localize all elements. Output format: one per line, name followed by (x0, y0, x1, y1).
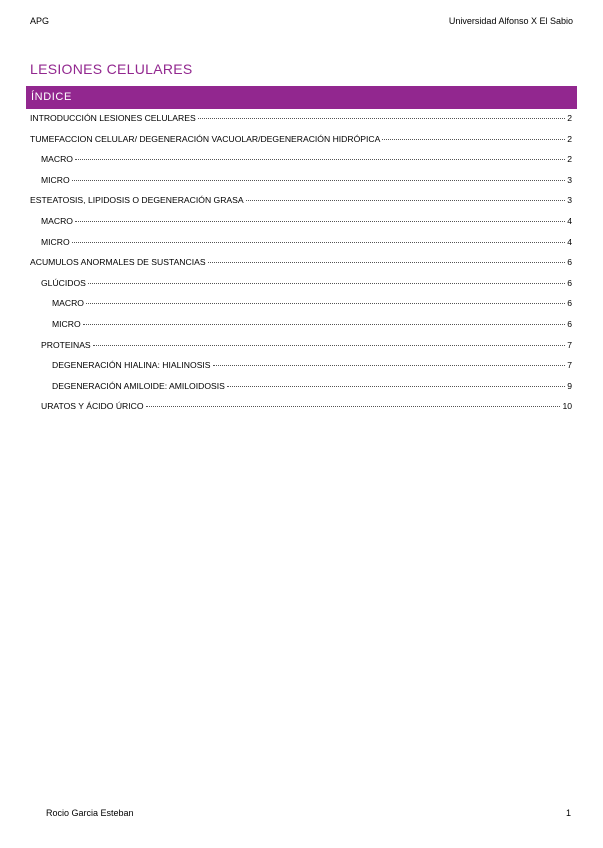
toc-leader (88, 283, 565, 284)
toc-entry-label: TUMEFACCION CELULAR/ DEGENERACIÓN VACUOLAR/DEGENERACIÓN HIDRÓPICA (30, 133, 381, 144)
toc-leader (75, 221, 565, 222)
footer-author: Rocio Garcia Esteban (46, 808, 134, 818)
toc-entry-page: 6 (567, 318, 572, 329)
header-right-text: Universidad Alfonso X El Sabio (448, 16, 573, 26)
toc-entry-page: 7 (567, 360, 572, 371)
toc-leader (146, 406, 561, 407)
toc-entry[interactable] (30, 237, 572, 258)
toc-entry[interactable] (30, 401, 572, 422)
header-left-text: APG (30, 16, 50, 26)
toc-entry-label: ESTEATOSIS, LIPIDOSIS O DEGENERACIÓN GRASA (30, 195, 244, 206)
toc-entry-page: 3 (567, 174, 572, 185)
toc-leader (208, 262, 566, 263)
toc-entry-label: MICRO (41, 174, 70, 185)
toc-entry-label: ACUMULOS ANORMALES DE SUSTANCIAS (30, 257, 206, 268)
toc-entry[interactable] (30, 381, 572, 402)
toc-leader (93, 345, 566, 346)
toc-entry-page: 9 (567, 380, 572, 391)
toc-entry[interactable] (30, 278, 572, 299)
toc-entry-page: 2 (567, 154, 572, 165)
index-heading: ÍNDICE (26, 86, 577, 109)
toc-entry[interactable] (30, 154, 572, 175)
toc-entry[interactable] (30, 340, 572, 361)
table-of-contents (30, 113, 572, 422)
toc-entry-page: 4 (567, 236, 572, 247)
toc-entry-label: DEGENERACIÓN HIALINA: HIALINOSIS (52, 360, 211, 371)
toc-entry-label: DEGENERACIÓN AMILOIDE: AMILOIDOSIS (52, 380, 225, 391)
toc-entry[interactable] (30, 257, 572, 278)
document-title: LESIONES CELULARES (30, 61, 193, 77)
toc-entry[interactable] (30, 216, 572, 237)
toc-leader (246, 200, 566, 201)
toc-leader (198, 118, 566, 119)
toc-entry-page: 6 (567, 277, 572, 288)
toc-leader (86, 303, 565, 304)
toc-entry-page: 6 (567, 257, 572, 268)
toc-leader (72, 242, 566, 243)
toc-entry-page: 2 (567, 113, 572, 123)
toc-entry[interactable] (30, 134, 572, 155)
footer-page-number: 1 (565, 808, 571, 818)
toc-entry[interactable] (30, 298, 572, 319)
toc-entry-page: 7 (567, 339, 572, 350)
toc-leader (75, 159, 565, 160)
toc-entry-page: 3 (567, 195, 572, 206)
toc-leader (213, 365, 566, 366)
toc-entry-label: GLÚCIDOS (41, 277, 86, 288)
toc-entry-page: 2 (567, 133, 572, 144)
toc-entry[interactable] (30, 113, 572, 134)
toc-leader (382, 139, 565, 140)
toc-leader (72, 180, 566, 181)
toc-entry-page: 4 (567, 215, 572, 226)
toc-leader (83, 324, 566, 325)
toc-entry[interactable] (30, 319, 572, 340)
toc-leader (227, 386, 565, 387)
toc-entry-label: URATOS Y ÁCIDO ÚRICO (41, 401, 144, 412)
toc-entry-label: MACRO (52, 298, 84, 309)
toc-entry[interactable] (30, 360, 572, 381)
toc-entry-label: INTRODUCCIÓN LESIONES CELULARES (30, 113, 196, 123)
toc-entry-label: MACRO (41, 154, 73, 165)
toc-entry-label: PROTEINAS (41, 339, 91, 350)
toc-entry-page: 6 (567, 298, 572, 309)
toc-entry-label: MICRO (41, 236, 70, 247)
toc-entry[interactable] (30, 195, 572, 216)
toc-entry-label: MICRO (52, 318, 81, 329)
toc-entry-label: MACRO (41, 215, 73, 226)
toc-entry-page: 10 (562, 401, 572, 412)
toc-entry[interactable] (30, 175, 572, 196)
